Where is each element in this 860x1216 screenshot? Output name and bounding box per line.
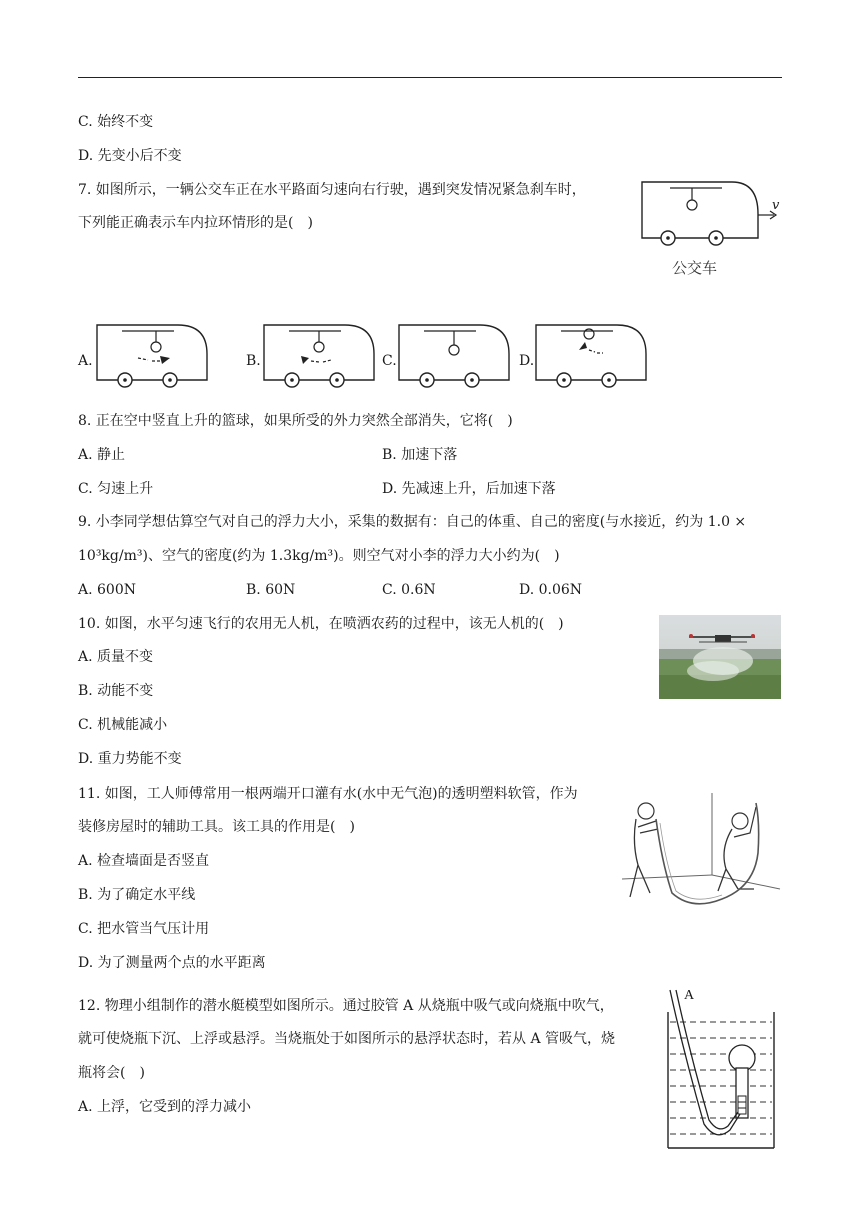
- q11-stem-line2: 装修房屋时的辅助工具。该工具的作用是( ): [78, 819, 355, 835]
- q11-option-c: C. 把水管当气压计用: [78, 921, 210, 937]
- q7-option-c-figure: [396, 320, 518, 390]
- header-rule: [78, 77, 782, 78]
- q10-option-a: A. 质量不变: [78, 649, 154, 665]
- q8-option-d: D. 先减速上升，后加速下落: [382, 481, 556, 497]
- q9-option-c: C. 0.6N: [382, 582, 436, 598]
- q7-option-a-label: A.: [78, 353, 93, 369]
- q9-option-a: A. 600N: [78, 582, 136, 598]
- q7-option-d-label: D.: [519, 353, 535, 369]
- q7-option-a-figure: [94, 320, 216, 390]
- drone-photo: [659, 615, 781, 699]
- q7-stem-line1: 7. 如图所示，一辆公交车正在水平路面匀速向右行驶，遇到突发情况紧急刹车时，: [78, 182, 586, 198]
- q12-stem-line3: 瓶将会( ): [78, 1065, 145, 1081]
- bus-figure-caption: 公交车: [672, 259, 718, 277]
- q11-option-b: B. 为了确定水平线: [78, 887, 196, 903]
- q10-stem: 10. 如图，水平匀速飞行的农用无人机，在喷洒农药的过程中，该无人机的( ): [78, 616, 564, 632]
- q10-option-c: C. 机械能减小: [78, 717, 168, 733]
- q8-option-a: A. 静止: [78, 447, 126, 463]
- q6-option-c: C. 始终不变: [78, 114, 154, 130]
- q9-option-d: D. 0.06N: [519, 582, 583, 598]
- q12-option-a: A. 上浮，它受到的浮力减小: [78, 1099, 252, 1115]
- q8-option-c: C. 匀速上升: [78, 481, 154, 497]
- submarine-model-figure: [664, 984, 782, 1152]
- q6-option-d: D. 先变小后不变: [78, 148, 182, 164]
- workers-hose-figure: [622, 793, 782, 913]
- q7-option-b-figure: [261, 320, 383, 390]
- q9-stem-line1: 9. 小李同学想估算空气对自己的浮力大小，采集的数据有：自己的体重、自己的密度(与水接近，约为 1.0 ×: [78, 514, 747, 530]
- q7-stem-line2: 下列能正确表示车内拉环情形的是( ): [78, 215, 313, 231]
- q7-option-b-label: B.: [246, 353, 261, 369]
- q7-option-d-figure: [533, 320, 655, 390]
- q11-stem-line1: 11. 如图，工人师傅常用一根两端开口灌有水(水中无气泡)的透明塑料软管，作为: [78, 786, 578, 802]
- q9-option-b: B. 60N: [246, 582, 296, 598]
- q12-stem-line2: 就可使烧瓶下沉、上浮或悬浮。当烧瓶处于如图所示的悬浮状态时，若从 A 管吸气，烧: [78, 1031, 616, 1047]
- q9-stem-line2: 10³kg/m³)、空气的密度(约为 1.3kg/m³)。则空气对小李的浮力大小约为( ): [78, 548, 560, 564]
- q7-option-c-label: C.: [382, 353, 397, 369]
- tube-a-label: A: [684, 988, 695, 1003]
- velocity-label: v: [772, 198, 780, 213]
- q8-option-b: B. 加速下落: [382, 447, 458, 463]
- q10-option-d: D. 重力势能不变: [78, 751, 182, 767]
- q11-option-a: A. 检查墙面是否竖直: [78, 853, 210, 869]
- q12-stem-line1: 12. 物理小组制作的潜水艇模型如图所示。通过胶管 A 从烧瓶中吸气或向烧瓶中吹气，: [78, 998, 614, 1014]
- q10-option-b: B. 动能不变: [78, 683, 154, 699]
- q8-stem: 8. 正在空中竖直上升的篮球，如果所受的外力突然全部消失，它将( ): [78, 413, 513, 429]
- q11-option-d: D. 为了测量两个点的水平距离: [78, 955, 266, 971]
